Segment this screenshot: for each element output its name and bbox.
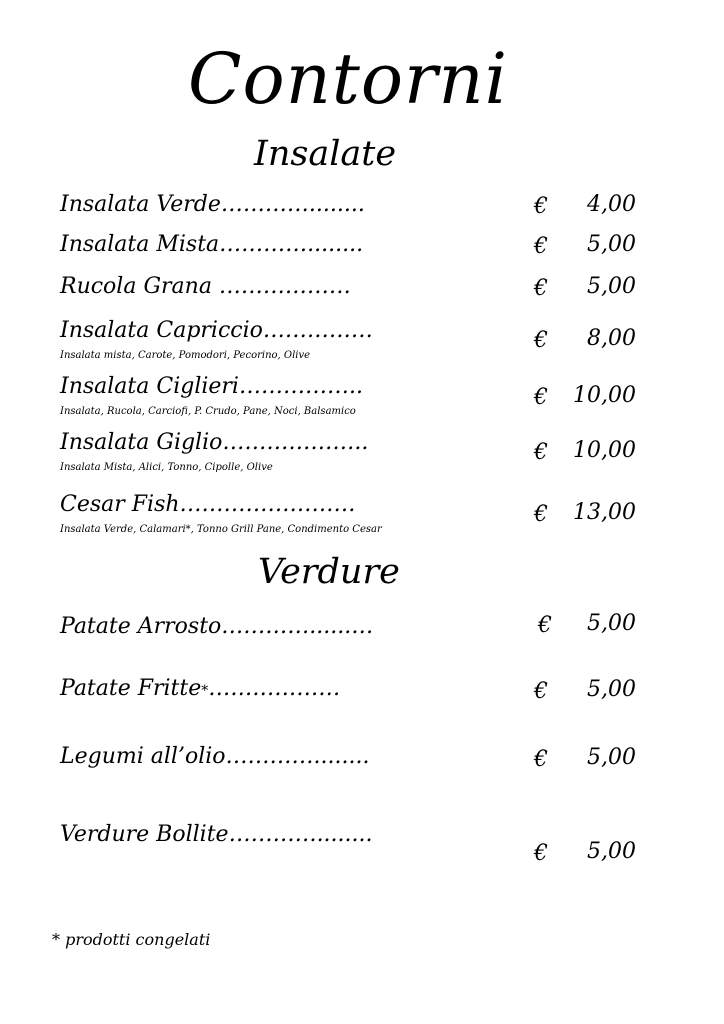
menu-item-description: Insalata, Rucola, Carciofi, P. Crudo, Pane, Noci, Balsamico <box>60 406 356 417</box>
menu-item-price: 8,00 <box>587 326 636 351</box>
menu-item-price: 10,00 <box>573 438 636 463</box>
menu-item-price: 5,00 <box>587 839 636 864</box>
currency-symbol: € <box>538 613 552 638</box>
leader-dots: ……………… <box>208 676 341 701</box>
section-heading-verdure: Verdure <box>258 552 400 592</box>
menu-item-name: Patate Arrosto…………......… <box>60 614 374 639</box>
menu-item-price: 5,00 <box>587 232 636 257</box>
menu-item-name: Insalata Verde…………........ <box>60 192 365 217</box>
menu-item-price: 10,00 <box>573 383 636 408</box>
menu-item-name: Insalata Capriccio…………… <box>60 318 373 343</box>
menu-item-price: 4,00 <box>587 192 636 217</box>
currency-symbol: € <box>534 440 548 465</box>
menu-item-name: Insalata Ciglieri…………….. <box>60 374 363 399</box>
currency-symbol: € <box>534 385 548 410</box>
menu-item-price: 5,00 <box>587 677 636 702</box>
currency-symbol: € <box>534 841 548 866</box>
menu-item-price: 13,00 <box>573 500 636 525</box>
menu-item-name <box>60 676 340 701</box>
currency-symbol: € <box>534 679 548 704</box>
menu-item-price: 5,00 <box>587 274 636 299</box>
menu-item-name: Insalata Giglio……………….. <box>60 430 369 455</box>
menu-item-label: Patate Fritte <box>60 676 202 701</box>
currency-symbol: € <box>534 328 548 353</box>
currency-symbol: € <box>534 502 548 527</box>
menu-item-name: Legumi all’olio…………........ <box>60 744 370 769</box>
menu-item-price: 5,00 <box>587 745 636 770</box>
footnote: * prodotti congelati <box>52 930 211 949</box>
currency-symbol: € <box>534 747 548 772</box>
menu-item-description: Insalata Verde, Calamari*, Tonno Grill Pane, Condimento Cesar <box>60 524 382 535</box>
menu-item-description: Insalata Mista, Alici, Tonno, Cipolle, Olive <box>60 462 273 473</box>
menu-item-name: Insalata Mista…………........ <box>60 232 364 257</box>
currency-symbol: € <box>534 194 548 219</box>
section-heading-insalate: Insalate <box>254 134 397 174</box>
currency-symbol: € <box>534 276 548 301</box>
menu-item-name: Rucola Grana ……………… <box>60 274 351 299</box>
currency-symbol: € <box>534 234 548 259</box>
menu-item-price: 5,00 <box>587 611 636 636</box>
page-title: Contorni <box>188 38 508 120</box>
frozen-marker: * <box>201 683 209 699</box>
menu-item-description: Insalata mista, Carote, Pomodori, Pecorino, Olive <box>60 350 311 361</box>
menu-item-name: Verdure Bollite…………........ <box>60 822 373 847</box>
menu-item-name: Cesar Fish…………………… <box>60 492 356 517</box>
